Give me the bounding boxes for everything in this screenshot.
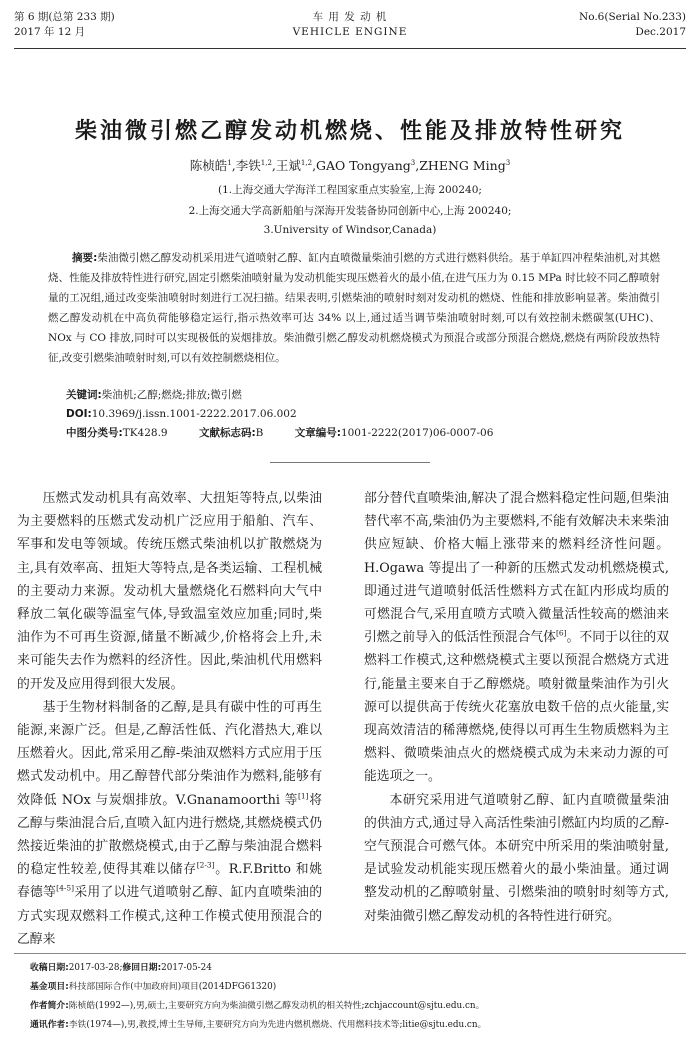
paragraph-text: 部分替代直喷柴油,解决了混合燃料稳定性问题,但柴油替代率不高,柴油仍为主要燃料,不能有效解决未来柴油供应短缺、价格大幅上涨带来的燃料经济性问题。H.Ogawa 等提出了一种新的压燃式发动机燃烧模式,即通过进气道喷射低活性燃料方式在缸内形成均质的可燃混合气,采用直喷方式喷入微量活性较高的燃油来引燃之前导入的低活性预混合气体 (364, 491, 669, 646)
abstract (48, 248, 660, 368)
author-bio-text: 陈桢皓(1992—),男,硕士,主要研究方向为柴油微引燃乙醇发动机的相关特性;zchjaccount@sjtu.edu.cn。 (68, 1001, 485, 1011)
fund-label: 基金项目: (30, 982, 69, 992)
clc-value: TK428.9 (122, 427, 168, 439)
author-affil-mark: 3 (505, 158, 511, 167)
body-paragraph (17, 696, 322, 951)
received-date: 2017-03-28; (68, 963, 123, 973)
citation: [2-3] (196, 860, 215, 870)
article-no: 1001-2222(2017)06-0007-06 (340, 427, 494, 439)
doi (66, 406, 297, 422)
footnote-author (30, 1000, 484, 1013)
fund-text: 科技部国际合作(中加政府间)项目(2014DFG61320) (68, 982, 277, 992)
abstract-divider (270, 462, 430, 463)
header-right (579, 10, 686, 40)
author-name: 王斌 (275, 158, 301, 173)
author-name: 陈桢皓 (189, 158, 228, 173)
corr-text: 李铁(1974—),男,教授,博士生导师,主要研究方向为先进内燃机燃烧、代用燃料技术等;litie@sjtu.edu.cn。 (68, 1020, 487, 1030)
date-cn: 2017 年 12 月 (14, 26, 86, 38)
revised-label: 修回日期: (122, 963, 162, 973)
author-name: GAO Tongyang (316, 158, 411, 173)
footnote-dates (30, 962, 212, 975)
author-name: ZHENG Ming (419, 158, 506, 173)
journal-cn: 车 用 发 动 机 (312, 11, 388, 23)
classification-line (66, 425, 493, 441)
abstract-text: 柴油微引燃乙醇发动机采用进气道喷射乙醇、缸内直喷微量柴油引燃的方式进行燃料供给。基于单缸四冲程柴油机,对其燃烧、性能及排放特性进行研究,固定引燃柴油喷射量为发动机能实现压燃着火的最小值,在进气压力为 0.15 MPa 时比较不同乙醇喷射量的工况组,通过改变柴油喷射时刻进行工况扫描。结果表明,引燃柴油的喷射时刻对发动机的燃烧、性能和排放影响显著。柴油微引燃乙醇发动机在中高负荷能够稳定运行,指示热效率可达 34% 以上,通过适当调节柴油喷射时刻,可以有效控制未燃碳氢(UHC)、NOx 与 CO 排放,同时可以实现极低的炭烟排放。柴油微引燃乙醇发动机燃烧模式为预混合或部分预混合燃烧,燃烧有两阶段放热特征,改变引燃柴油喷射时刻,可以有效控制燃烧相位。 (48, 252, 660, 364)
code-value: B (255, 427, 264, 439)
author-affil-mark: 1,2 (260, 158, 272, 167)
body-column-right (364, 487, 669, 928)
citation: [4-5] (56, 884, 75, 894)
affiliation-1: (1.上海交通大学海洋工程国家重点实验室,上海 200240; (218, 184, 482, 196)
issue-cn: 第 6 期(总第 233 期) (14, 11, 115, 23)
citation: [1] (297, 791, 309, 801)
author-bio-label: 作者简介: (30, 1001, 69, 1011)
clc-label: 中图分类号: (66, 427, 123, 439)
corr-label: 通讯作者: (30, 1020, 69, 1030)
received-label: 收稿日期: (30, 963, 69, 973)
author-affil-mark: 3 (410, 158, 416, 167)
article-label: 文章编号: (294, 427, 341, 439)
paragraph-text: 采用了以进气道喷射乙醇、缸内直喷柴油的方式实现双燃料工作模式,这种工作模式使用预混合的乙醇来 (17, 885, 323, 947)
revised-date: 2017-05-24 (161, 963, 212, 973)
paragraph-text: 。R.F.Britto 和姚春德等 (17, 862, 322, 901)
footnote-corresponding (30, 1019, 486, 1032)
abstract-label: 摘要: (72, 252, 98, 264)
author-affil-mark: 1,2 (300, 158, 313, 167)
header-divider (14, 48, 686, 49)
affiliation-2: 2.上海交通大学高新船舶与深海开发装备协同创新中心,上海 200240; (188, 205, 512, 217)
keywords (66, 387, 242, 403)
body-column-left (17, 487, 322, 951)
author-list: 陈桢皓$^1$,李铁$^{1,2}$,王斌$^{1,2}$,GAO Tongyang$^3$,ZHENG Ming$^3$ (189, 158, 511, 173)
paragraph-text: 将乙醇与柴油混合后,直喷入缸内进行燃烧,其燃烧模式仍然接近柴油的扩散燃烧模式,由于乙醇与柴油混合燃料的稳定性较差,使得其难以储存 (17, 792, 322, 878)
issue-en: No.6(Serial No.233) (579, 11, 686, 23)
body-paragraph: 本研究采用进气道喷射乙醇、缸内直喷微量柴油的供油方式,通过导入高活性柴油引燃缸内均质的乙醇-空气预混合可燃气体。本研究中所采用的柴油喷射量,是试验发动机能实现压燃着火的最小柴油量。通过调整发动机的乙醇喷射量、引燃柴油的喷射时刻等方式,对柴油微引燃乙醇发动机的各特性进行研究。 (364, 792, 669, 924)
doi-text: 10.3969/j.issn.1001-2222.2017.06.002 (91, 408, 297, 420)
author-name: 李铁 (235, 158, 261, 173)
footnote-divider (14, 953, 686, 954)
code-label: 文献标志码: (198, 427, 256, 439)
doi-label: DOI: (66, 408, 92, 420)
running-header (14, 10, 686, 48)
body-paragraph (364, 487, 669, 789)
paper-title: 柴油微引燃乙醇发动机燃烧、性能及排放特性研究 (74, 119, 625, 144)
footnote-fund (30, 981, 276, 994)
date-en: Dec.2017 (635, 26, 686, 38)
author-affil-mark: 1 (227, 158, 232, 167)
journal-en: VEHICLE ENGINE (292, 26, 408, 38)
body-paragraph: 压燃式发动机具有高效率、大扭矩等特点,以柴油为主要燃料的压燃式发动机广泛应用于船舶、汽车、军事和发电等领域。传统压燃式柴油机以扩散燃烧为主,具有效率高、扭矩大等特点,是各类运输、工程机械的主要动力来源。发动机大量燃烧化石燃料向大气中释放二氧化碳等温室气体,导致温室效应加重;同时,柴油作为不可再生资源,储量不断减少,价格将会上升,未来可能失去作为燃料的经济性。因此,柴油机代用燃料的开发及应用得到很大发展。 (17, 491, 322, 692)
paragraph-text: 。不同于以往的双燃料工作模式,这种燃烧模式主要以预混合燃烧方式进行,能量主要来自于乙醇燃烧。喷射微量柴油作为引火源可以提供高于传统火花塞放电数千倍的点火能量,实现高效清洁的稀薄燃烧,使得以可再生生物质燃料为主燃料、微喷柴油点火的燃烧模式成为未来动力源的可能选项之一。 (364, 630, 670, 785)
keywords-label: 关键词: (66, 389, 102, 401)
keywords-text: 柴油机;乙醇;燃烧;排放;微引燃 (101, 389, 242, 401)
affiliation-3: 3.University of Windsor,Canada) (263, 224, 437, 236)
citation: [6] (555, 628, 567, 638)
paragraph-text: 基于生物材料制备的乙醇,是具有碳中性的可再生能源,来源广泛。但是,乙醇活性低、汽化潜热大,难以压燃着火。因此,常采用乙醇-柴油双燃料方式应用于压燃式发动机中。用乙醇替代部分柴油作为燃料,能够有效降低 NOx 与炭烟排放。V.Gnanamoorthi 等 (17, 699, 322, 808)
